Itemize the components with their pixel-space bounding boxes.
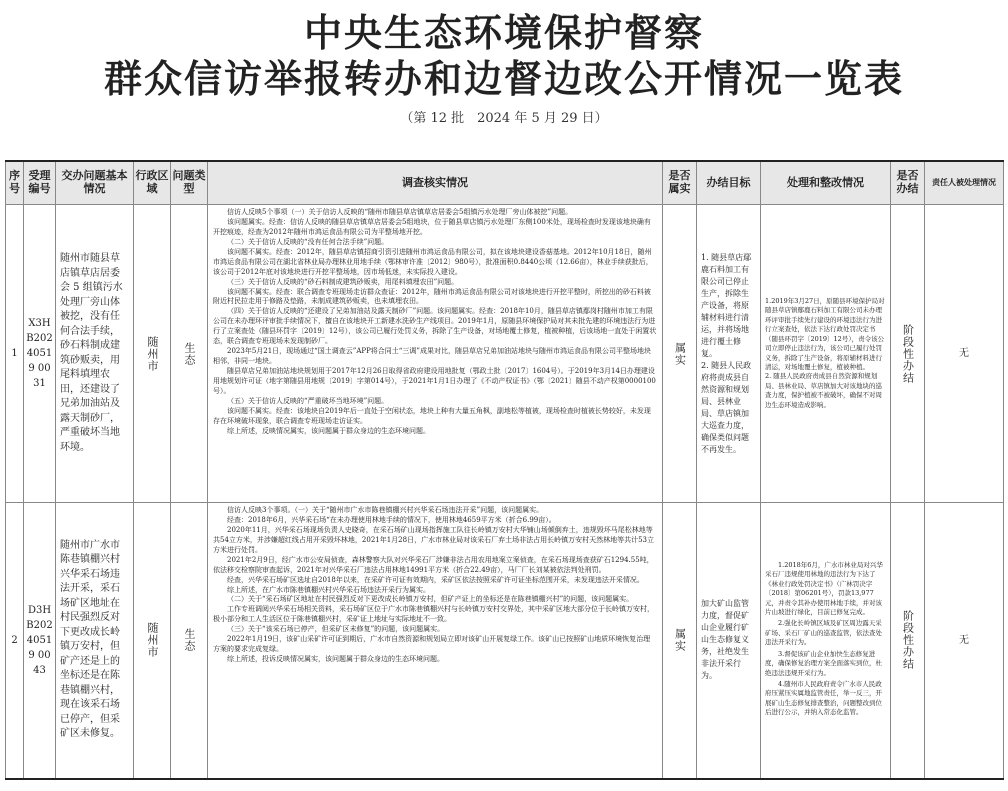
header-region: 行政区域 [134,161,171,205]
row-closed: 阶段性办结 [901,323,915,384]
row-region-cell [134,503,171,779]
row-region-cell [134,205,171,503]
page-title-line1: 中央生态环境保护督察 [303,10,704,55]
disclosure-table [5,160,1004,780]
page-title-line2: 群众信访举报转办和边督边改公开情况一览表 [103,56,904,101]
row-accountability: 无 [925,503,1004,779]
row-issue: 随州市随县草店镇草店居委会 5 组镇污水处理厂旁山体被挖，没有任何合法手续，砂石料制成建筑砂贩卖，用尾料填埋农田，还建设了兄弟加油站及露天制砂厂，严重破坏当地环境。 [56,205,134,503]
header-row [6,161,1004,205]
header-closed: 是否办结 [891,161,925,205]
row-verified-cell [663,205,697,503]
table-row [6,205,1004,503]
row-closed-cell [891,503,925,779]
row-closed: 阶段性办结 [901,610,915,671]
row-type: 生态 [183,341,196,366]
row-goal: 1. 随县草店鄢鹿石料加工有限公司已停止生产，拆除生产设备，将原辅材料进行清运，并将场地进行覆土修复。 2. 随县人民政府将责成县自然资源和规划局、县林业局、草店镇加大巡查力度，确保类似问题不再发生。 [697,205,761,503]
row-goal: 加大矿山监管力度，督促矿山企业履行矿山生态修复义务，社绝发生非法开采行为。 [697,503,761,779]
row-type: 生态 [183,628,196,653]
header-code: 受理编号 [24,161,56,205]
row-seq: 1 [6,205,24,503]
row-rectification: 1.2018年6月，广水市林业局对兴华采石厂违规使用林地的违法行为下达了《林业行政处罚决定书》（广林罚决字〔2018〕第06201号），罚款13,977元，并责令其补办使用林地手续，并对该片山坡进行绿化，目前已修复完成。 2.强化长岭镇区域及矿区周边露天采矿场、采石厂矿山的巡查监管，依法查处违法开采行为。 3.督促该矿山企业加快生态修复进度，确保修复治理方案全面落实到位，杜绝违法违规开采行为。 4.随州市人民政府责令广水市人民政府压紧压实属地监管责任，举一反三，开展矿山生态修复排查整治，问题整改到位后进行公示，并纳入常态化监管。 [761,503,891,779]
header-accountability: 责任人被处理情况 [925,161,1004,205]
header-type: 问题类型 [171,161,208,205]
header-seq: 序号 [6,161,24,205]
row-verified: 属实 [673,628,687,653]
row-investigation: 信访人反映5个事项（一）关于信访人反映的“随州市随县草店镇草店居委会5组镇污水处理厂旁山体被挖”问题。 该问题属实。经查：信访人反映的随县草店镇草店居委会5组地块，位于随县草店镇污水处理厂东侧100米处，现场检查时发现该地块确有开挖痕迹，经查为2012年随州市鸿运食品有限公司为平整场地开挖。 （二）关于信访人反映的“没有任何合法手续”问题。 该问题不属实。经查：2012年，随县草店镇招商引资引进随州市鸿运食品有限公司，拟在该地块建设香菇基地。2012年10月18日，随州市鸿运食品有限公司在湖北省林业局办理林业用地手续（鄂林审许准〔2012〕980号），批准面积0.8440公顷（12.66亩），林业手续获批后，该公司于2012年底对该地块进行开挖平整场地，因市场低迷，未实际投入建设。 （三）关于信访人反映的“砂石料制成建筑砂贩卖，用尾料填埋农田”问题。 该问题不属实。经查：联合调查专班现场走访群众查证：2012年，随州市鸿运食品有限公司对该地块进行开挖平整时，所挖出的砂石料被附近村民拉走用于修路及垫路，未制成建筑砂贩卖，也未填埋农田。 （四）关于信访人反映的“还建设了兄弟加油站及露天制砂厂”问题。该问题属实。经查：2018年10月，随县草店镇鄢岗村随州市加工有限公司在未办理环评审批手续情况下，擅自在该地块开工新建水洗砂生产线项目。2019年1月，原随县环境保护局对其未批先建的环境违法行为进行了立案查处（随县环罚字〔2019〕12号），该公司已履行处罚义务，拆除了生产设备，对场地覆土修复，植被种植，后该场地一直处于闲置状态，联合调查专班现场未发现制砂厂。 2023年5月21日，现场通过“国土调查云”APP将合同土“三调”成果对比，随县草店兄弟加油站地块与随州市鸿运食品有限公司平整场地块相邻，非同一地块。 随县草店兄弟加油站地块规划用于2017年12月26日取得省政府建设用地批复（鄂政土批〔2017〕1604号）。于2019年3月14日办理建设用地规划许可证（地字第随县用地规〔2019〕字第014号），于2021年1月1日办理了《不动产权证书》（鄂〔2021〕随县不动产权第0000100号）。 （五）关于信访人反映的“严重破坏当地环境”问题。 该问题不属实。经查：该地块自2019年后一直处于空闲状态，地块上种有大量五角枫，副地松等植被，现场检查时植被长势较好，未发现存在环境破坏现象，联合调查专班现场走访证实。 综上所述，反映情况属实，该问题属于群众身边的生态环境问题。 [208,205,663,503]
row-closed-cell [891,205,925,503]
row-verified: 属实 [673,341,687,366]
row-investigation: 信访人反映3个事项。（一）关于“随州市广水市陈巷镇棚兴村兴华采石场违法开采”问题，该问题属实。 经查：2018年6月，兴华采石场“在未办理使用林地手续的情况下，使用林地4659平方米（折合6.99亩）。 2020年11月，兴华采石场现场负责人史晓奇，在采石场矿山现场指挥施工队往长岭镇万安村大华铺山场倾倒弃土，违规毁坏马尾松林地等共54立方米，并涉嫌超红线占用开采毁坏林地，2021年1月28日，广水市林业局对该采石厂弃土场非法占用长岭镇万安村天然林地等共计53立方米进行处罚。 2021年2月9日，经广水市公安局侦查，森林警察大队对兴华采石厂涉嫌非法占用农用地案立案侦查，在采石场现场查获矿石1294.55吨，依法移交检察院审查起诉，2021年对兴华采石厂违法占用林地14991平方米（折合22.49亩），马厂厂长刘某被依法判处刑罚。 经查，兴华采石场矿区选址自2018年以来，在采矿许可证有效期内，采矿区依法按照采矿许可证坐标范围开采，未发现违法开采情况。 综上所述，在广水市陈巷镇棚兴村兴华采石场违法开采行为属实。 （二）关于“采石场矿区地址在村民强烈反对下更改成长岭镇万安村，但矿产证上的坐标还是在陈巷镇棚兴村”的问题，该问题属实。 工作专班调阅兴华采石场相关资料，采石场矿区位于广水市陈巷镇棚兴村与长岭镇万安村交界处，其中采矿区地大部分位于长岭镇万安村，极小部分和工人生活区位于陈巷镇棚兴村，采矿证上地址与实际地址不一致。 （三）关于“该采石场已停产，但采矿区未修复”的问题，该问题属实。 2022年1月19日，该矿山采矿许可证到期后，广水市自然资源和规划局立即对该矿山开展复绿工作。该矿山已按照矿山地质环境恢复治理方案的要求完成复绿。 综上所述，投诉反映情况属实，该问题属于群众身边的生态环境问题。 [208,503,663,779]
row-accountability: 无 [925,205,1004,503]
row-type-cell [171,503,208,779]
row-seq: 2 [6,503,24,779]
batch-info: （第 12 批 2024 年 5 月 29 日） [400,111,608,126]
row-code: D3HB20240519 0043 [24,503,56,779]
header-investigation: 调查核实情况 [208,161,663,205]
row-code: X3HB20240519 0031 [24,205,56,503]
header-issue: 交办问题基本情况 [56,161,134,205]
row-type-cell [171,205,208,503]
header-goal: 办结目标 [697,161,761,205]
row-rectification: 1.2019年3月27日，原随县环境保护局对随县草店镇鄢鹿石料加工有限公司未办理环评审批手续先行建设的环境违法行为进行立案查处，依法下达行政处罚决定书（随县环罚字〔2019〕12号），责令该公司立即停止违法行为，该公司已履行处罚义务，拆除了生产设备，将原辅材料进行清运，对场地覆土修复，植被种植。 2. 随县人民政府责成县自然资源和规划局、县林业局、草店镇加大对该地块的巡查力度，保护植被不被破坏，确保不对周边生态环境造成影响。 [761,205,891,503]
row-verified-cell [663,503,697,779]
row-region: 随州市 [146,622,159,659]
table-row [6,503,1004,779]
header-rectification: 处理和整改情况 [761,161,891,205]
header-verified: 是否属实 [663,161,697,205]
row-region: 随州市 [146,335,159,372]
row-issue: 随州市广水市陈巷镇棚兴村兴华采石场违法开采，采石场矿区地址在村民强烈反对下更改成长岭镇万安村，但矿产还是上的坐标还是在陈巷镇棚兴村，现在该采石场已停产，但采矿区未修复。 [56,503,134,779]
